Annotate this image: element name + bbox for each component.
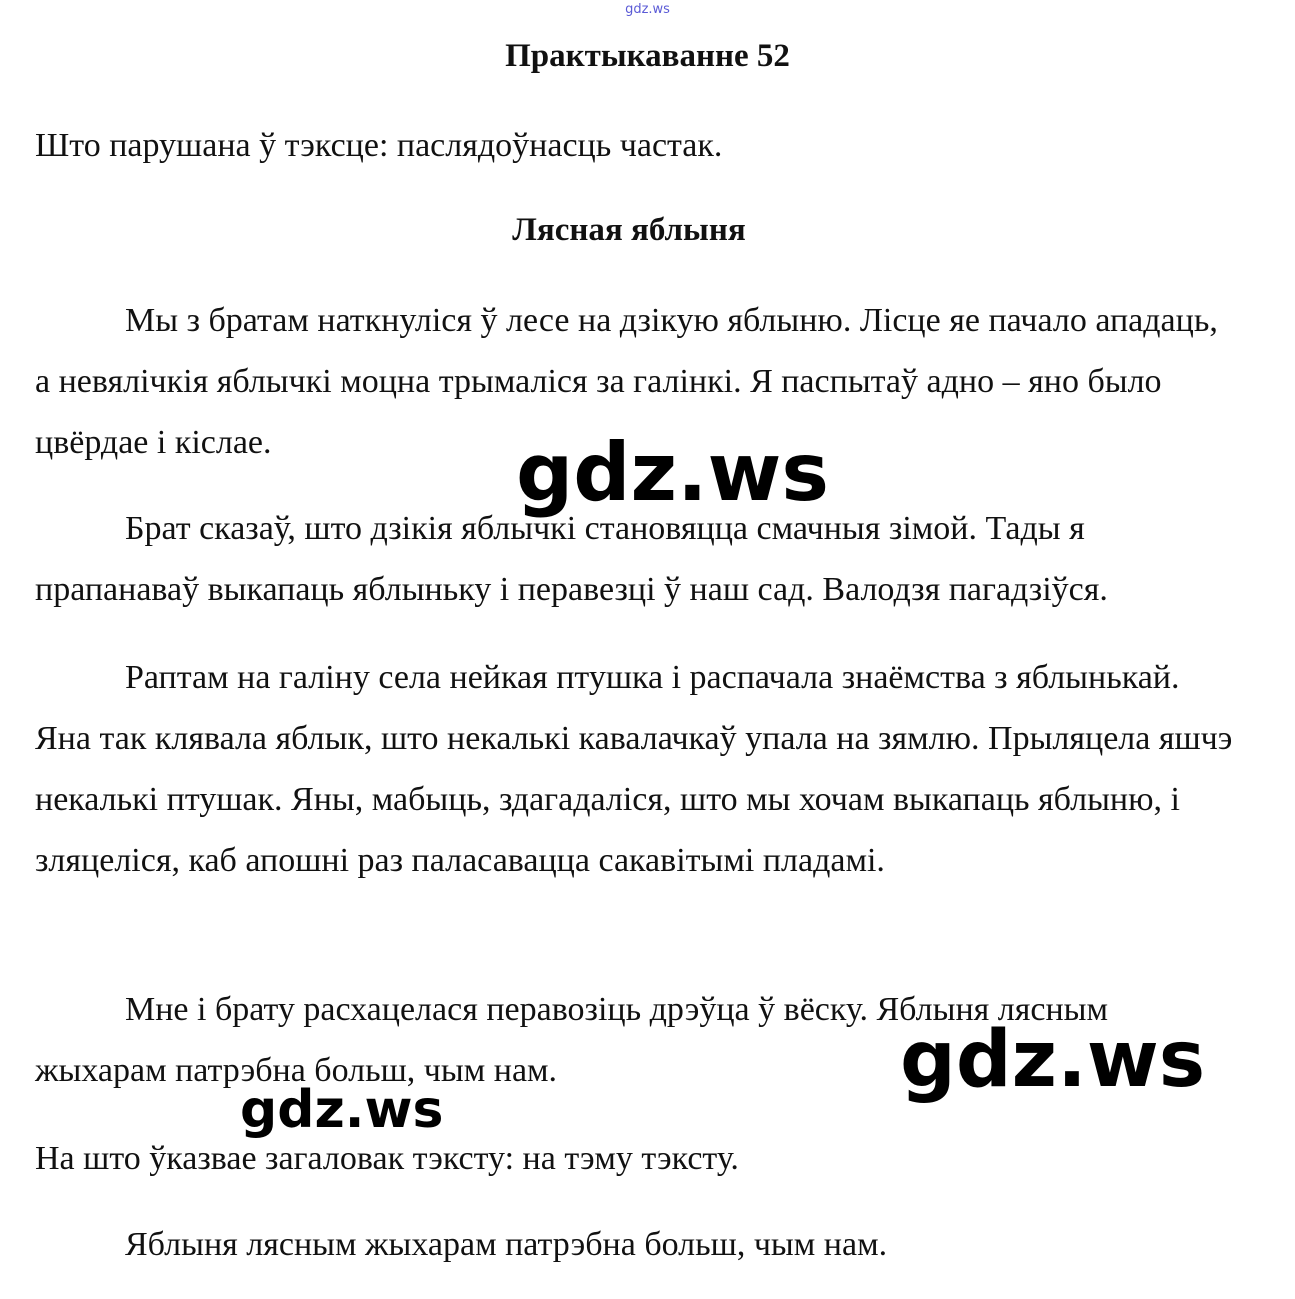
paragraph-3: Раптам на галіну села нейкая птушка і распачала знаёмства з яблынькай. Яна так клявала яблык, што некалькі кавалачкаў упала на зямлю. Прыляцела яшчэ некалькі птушак. Яны, мабыць, здагадаліся, што мы хочам выкапаць яблыню, і зляцеліся, каб апошні раз паласавацца сакавітымі пладамі.	[35, 659, 1233, 879]
watermark: gdz.ws	[516, 426, 830, 519]
watermark: gdz.ws	[900, 1015, 1206, 1105]
site-watermark: gdz.ws	[625, 2, 670, 17]
page-title: Практыкаванне 52	[505, 38, 790, 74]
watermark: gdz.ws	[240, 1080, 444, 1140]
question-2: На што ўказвае загаловак тэксту: на тэму тэксту.	[35, 1140, 739, 1177]
paragraph-2: Брат сказаў, што дзікія яблычкі становяцца смачныя зімой. Тады я прапанаваў выкапаць яблыньку і перавезці ў наш сад. Валодзя пагадзіўся.	[35, 510, 1108, 608]
question-1: Што парушана ў тэксце: паслядоўнасць частак.	[35, 127, 723, 164]
text-title: Лясная яблыня	[512, 212, 746, 248]
answer-2: Яблыня лясным жыхарам патрэбна больш, чым нам.	[125, 1226, 888, 1263]
paragraph-4: Мне і брату расхацелася перавозіць дрэўца ў вёску. Яблыня лясным жыхарам патрэбна больш, чым нам.	[35, 991, 1109, 1089]
paragraph-1: Мы з братам наткнуліся ў лесе на дзікую яблыню. Лісце яе пачало ападаць, а невялічкія яблычкі моцна трымаліся за галінкі. Я паспытаў адно – яно было цвёрдае і кіслае.	[35, 302, 1218, 461]
